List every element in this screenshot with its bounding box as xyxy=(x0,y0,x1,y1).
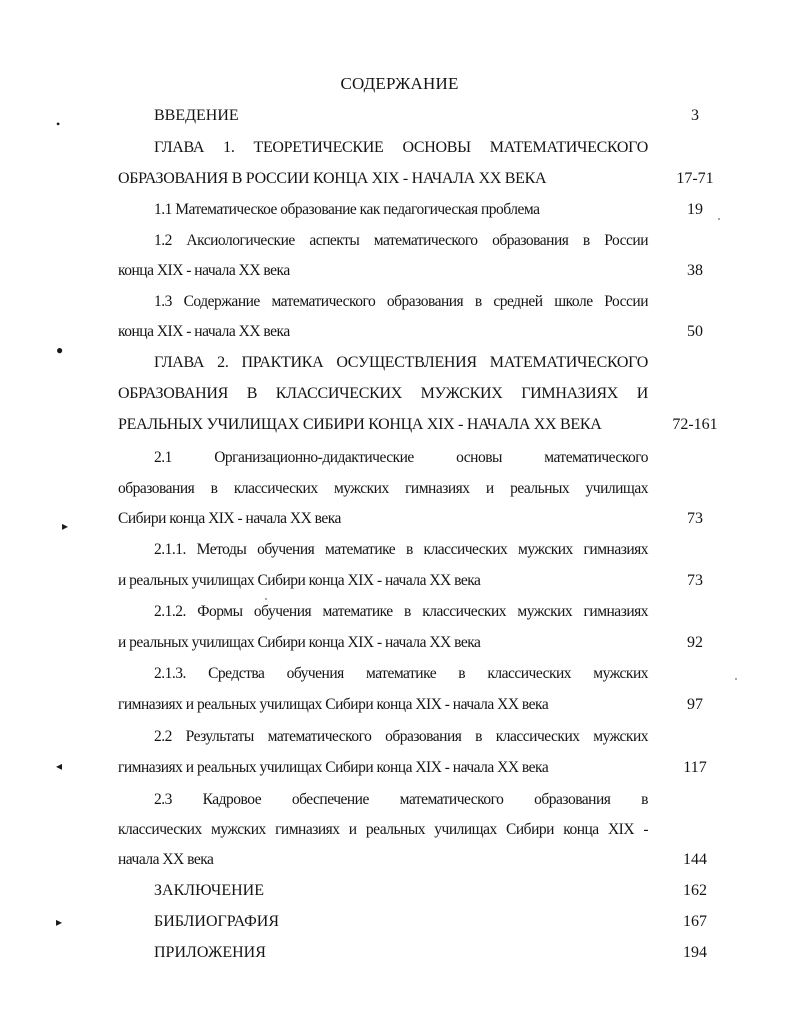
toc-page-appendices: 194 xyxy=(683,944,707,961)
toc-entry-2-1-line-2: образования в классических мужских гимназиях и реальных училищах xyxy=(118,480,648,497)
toc-page-chapter-1: 17-71 xyxy=(676,170,714,187)
toc-page-2-1-1: 73 xyxy=(687,572,703,589)
toc-entry-2-1-line-1: 2.1 Организационно-дидактические основы математического xyxy=(154,449,648,466)
toc-entry-bibliography: БИБЛИОГРАФИЯ xyxy=(154,913,280,930)
toc-page-conclusion: 162 xyxy=(683,882,707,899)
toc-page-2-1: 73 xyxy=(687,510,703,527)
toc-entry-2-1-line-3: Сибири конца XIX - начала XX века xyxy=(118,510,341,527)
scan-speck xyxy=(265,598,267,600)
scan-speck xyxy=(735,678,737,680)
toc-entry-chapter-2-line-1: ГЛАВА 2. ПРАКТИКА ОСУЩЕСТВЛЕНИЯ МАТЕМАТИЧЕСКОГО xyxy=(154,354,648,371)
scan-mark-icon: ▸ xyxy=(62,519,69,533)
toc-page-2-2: 117 xyxy=(683,759,707,776)
toc-entry-2-2-line-2: гимназиях и реальных училищах Сибири конца XIX - начала XX века xyxy=(118,759,549,776)
toc-entry-chapter-1-line-2: ОБРАЗОВАНИЯ В РОССИИ КОНЦА XIX - НАЧАЛА XX ВЕКА xyxy=(118,170,547,187)
toc-entry-2-2-line-1: 2.2 Результаты математического образования в классических мужских xyxy=(154,728,648,745)
page-title: СОДЕРЖАНИЕ xyxy=(340,74,459,93)
toc-page-2-3: 144 xyxy=(683,851,707,868)
toc-entry-conclusion: ЗАКЛЮЧЕНИЕ xyxy=(154,882,264,899)
scan-mark-icon: ● xyxy=(56,343,64,357)
toc-page-1-1: 19 xyxy=(687,201,703,218)
toc-entry-introduction: ВВЕДЕНИЕ xyxy=(154,107,239,124)
scan-mark-icon: ◂ xyxy=(56,759,63,773)
toc-entry-1-2-line-2: конца XIX - начала XX века xyxy=(118,262,290,279)
toc-entry-1-3-line-1: 1.3 Содержание математического образования в средней школе России xyxy=(154,293,648,310)
toc-entry-chapter-1-line-1: ГЛАВА 1. ТЕОРЕТИЧЕСКИЕ ОСНОВЫ МАТЕМАТИЧЕСКОГО xyxy=(154,139,648,156)
toc-entry-2-1-3-line-1: 2.1.3. Средства обучения математике в классических мужских xyxy=(154,665,648,682)
toc-entry-appendices: ПРИЛОЖЕНИЯ xyxy=(154,944,266,961)
toc-page-1-3: 50 xyxy=(687,323,703,340)
scan-speck xyxy=(718,218,720,220)
toc-entry-1-3-line-2: конца XIX - начала XX века xyxy=(118,323,290,340)
toc-entry-2-1-1-line-1: 2.1.1. Методы обучения математике в классических мужских гимназиях xyxy=(154,541,648,558)
toc-page-1-2: 38 xyxy=(687,262,703,279)
toc-entry-2-3-line-3: начала XX века xyxy=(118,851,214,868)
toc-entry-2-1-1-line-2: и реальных училищах Сибири конца XIX - начала XX века xyxy=(118,572,481,589)
toc-page-2-1-3: 97 xyxy=(687,696,703,713)
scan-mark-icon: ▸ xyxy=(56,915,63,929)
scan-mark-icon: • xyxy=(56,117,61,131)
toc-entry-2-1-2-line-2: и реальных училищах Сибири конца XIX - начала XX века xyxy=(118,634,481,651)
toc-entry-1-2-line-1: 1.2 Аксиологические аспекты математического образования в России xyxy=(154,232,648,249)
toc-entry-2-3-line-1: 2.3 Кадровое обеспечение математического образования в xyxy=(154,791,648,808)
toc-entry-2-3-line-2: классических мужских гимназиях и реальных училищах Сибири конца XIX - xyxy=(118,821,648,838)
toc-entry-2-1-2-line-1: 2.1.2. Формы обучения математике в классических мужских гимназиях xyxy=(154,603,648,620)
toc-entry-chapter-2-line-2: ОБРАЗОВАНИЯ В КЛАССИЧЕСКИХ МУЖСКИХ ГИМНАЗИЯХ И xyxy=(118,385,648,402)
toc-page-bibliography: 167 xyxy=(683,913,707,930)
toc-entry-2-1-3-line-2: гимназиях и реальных училищах Сибири конца XIX - начала XX века xyxy=(118,696,549,713)
toc-page-introduction: 3 xyxy=(691,107,699,124)
toc-page-chapter-2: 72-161 xyxy=(672,416,718,433)
toc-page-2-1-2: 92 xyxy=(687,634,703,651)
toc-entry-chapter-2-line-3: РЕАЛЬНЫХ УЧИЛИЩАХ СИБИРИ КОНЦА XIX - НАЧАЛА XX ВЕКА xyxy=(118,416,602,433)
toc-entry-1-1: 1.1 Математическое образование как педагогическая проблема xyxy=(154,201,540,218)
